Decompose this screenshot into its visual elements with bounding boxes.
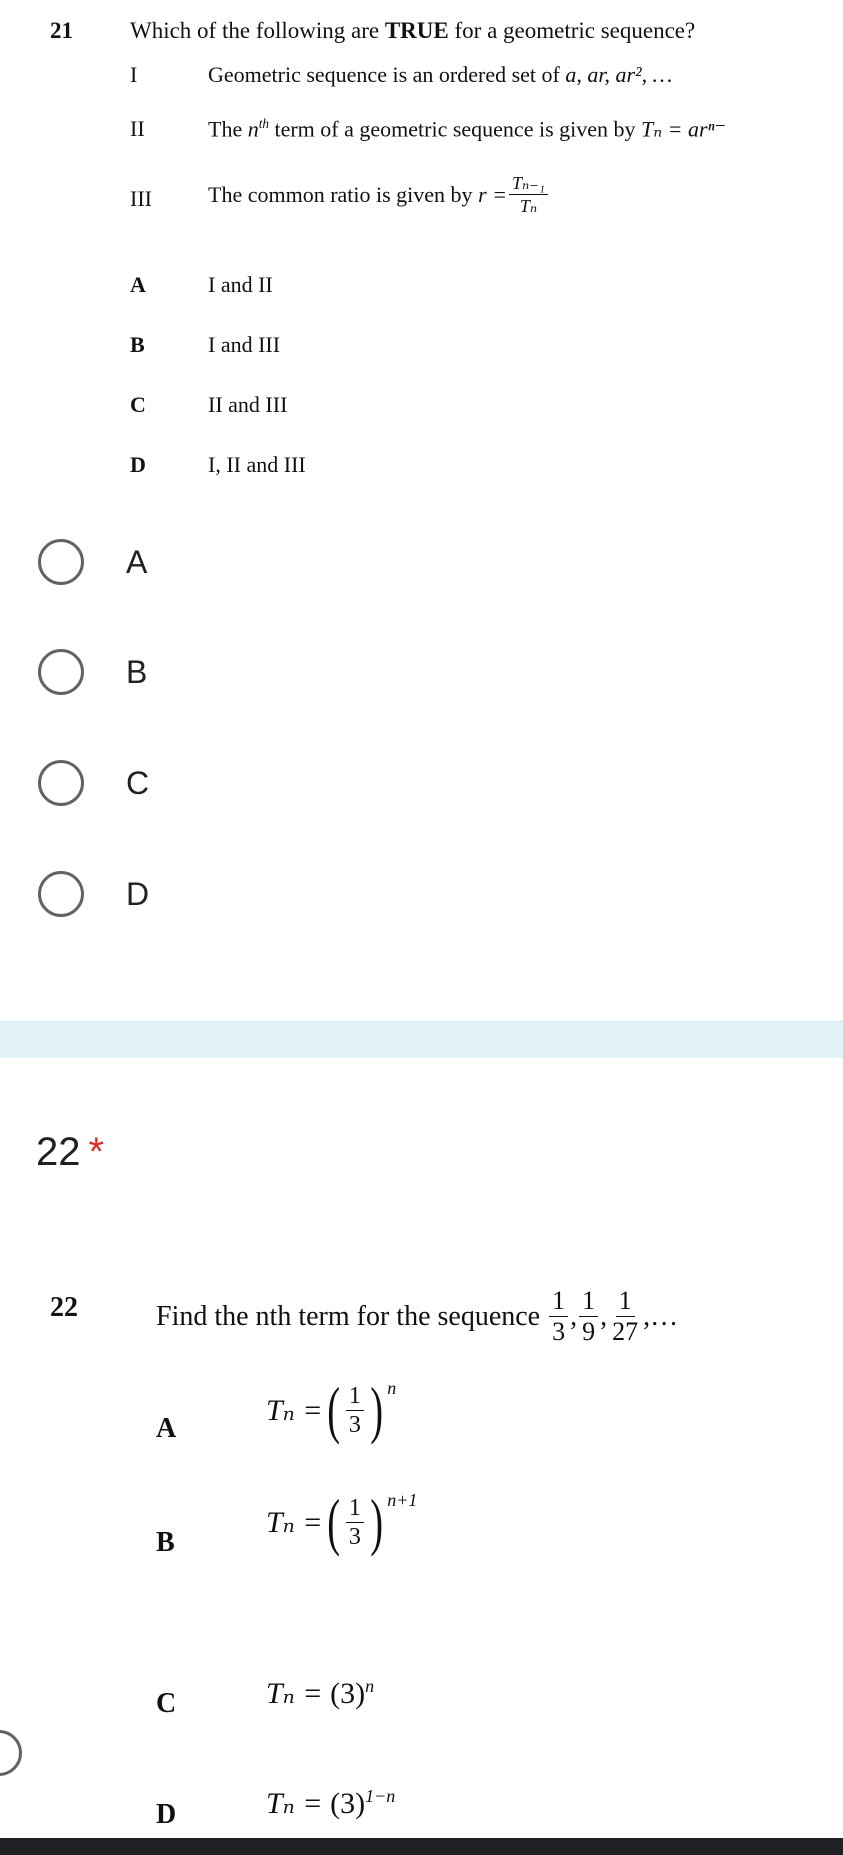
- q22-option-letter-b: B: [156, 1527, 175, 1558]
- q22-option-letter-d: D: [156, 1799, 177, 1830]
- seq-term-3: $\frac{1}{27}$: [612, 1286, 639, 1346]
- q21-option-text-b: I and III: [208, 332, 281, 357]
- statement-label-ii: II: [130, 116, 145, 141]
- q22-option-expr-b: Tₙ = ( $\frac{1}{3}$ ) $^{n+1}$: [266, 1486, 418, 1557]
- q21-number: 21: [50, 18, 73, 43]
- radio-circle-icon[interactable]: [38, 871, 84, 917]
- radio-label: B: [126, 653, 148, 690]
- q22-option-expr-a: Tₙ = ( $\frac{1}{3}$ ) $^n$: [266, 1374, 397, 1445]
- q21-question: Which of the following are TRUE for a geometric sequence?: [130, 18, 696, 43]
- radio-option-a[interactable]: [38, 536, 147, 588]
- q21-option-letter-d: D: [130, 452, 146, 477]
- q22-question: Find the nth term for the sequence $\frac{1}{3}$ , $\frac{1}{9}$ , $\frac{1}{27}$ ,…: [156, 1286, 679, 1346]
- radio-label: D: [126, 875, 150, 912]
- radio-circle-icon[interactable]: [0, 1730, 22, 1776]
- q21-option-text-c: II and III: [208, 392, 288, 417]
- section-divider: [0, 1021, 843, 1058]
- q22-option-letter-a: A: [156, 1413, 177, 1444]
- statement-ii: The $n^{th}$ term of a geometric sequence is given by Tₙ = arⁿ⁻: [208, 116, 727, 142]
- bottom-bar: [0, 1838, 843, 1855]
- radio-label: A: [126, 543, 148, 580]
- statement-label-i: I: [130, 62, 138, 87]
- required-asterisk: *: [88, 1130, 105, 1174]
- radio-option-d[interactable]: [38, 868, 149, 920]
- q22-title: 22 *: [36, 1130, 105, 1174]
- radio-option-b[interactable]: [38, 646, 147, 698]
- ratio-fraction: $\frac{\text{Tₙ₋₁}}{\text{Tₙ}}$: [509, 174, 548, 215]
- statement-i: Geometric sequence is an ordered set of a, ar, ar², …: [208, 62, 673, 87]
- radio-circle-icon[interactable]: [38, 649, 84, 695]
- statement-iii: The common ratio is given by r = $\frac{\text{Tₙ₋₁}}{\text{Tₙ}}$: [208, 174, 550, 215]
- q22-number: 22: [50, 1292, 78, 1323]
- seq-term-2: $\frac{1}{9}$: [579, 1288, 598, 1345]
- q22-option-letter-c: C: [156, 1688, 177, 1719]
- radio-circle-icon[interactable]: [38, 760, 84, 806]
- q21-option-text-d: I, II and III: [208, 452, 306, 477]
- radio-circle-icon[interactable]: [38, 539, 84, 585]
- seq-term-1: $\frac{1}{3}$: [549, 1288, 568, 1345]
- q21-option-letter-c: C: [130, 392, 146, 417]
- q21-option-letter-a: A: [130, 272, 146, 297]
- q21-option-text-a: I and II: [208, 272, 273, 297]
- q22-option-expr-c: Tₙ = (3) $^n$: [266, 1676, 375, 1710]
- q22-option-expr-d: Tₙ = (3) $^{1-n}$: [266, 1786, 396, 1820]
- statement-label-iii: III: [130, 186, 152, 211]
- q21-option-letter-b: B: [130, 332, 145, 357]
- radio-label: C: [126, 764, 150, 801]
- radio-option-c[interactable]: [38, 757, 149, 809]
